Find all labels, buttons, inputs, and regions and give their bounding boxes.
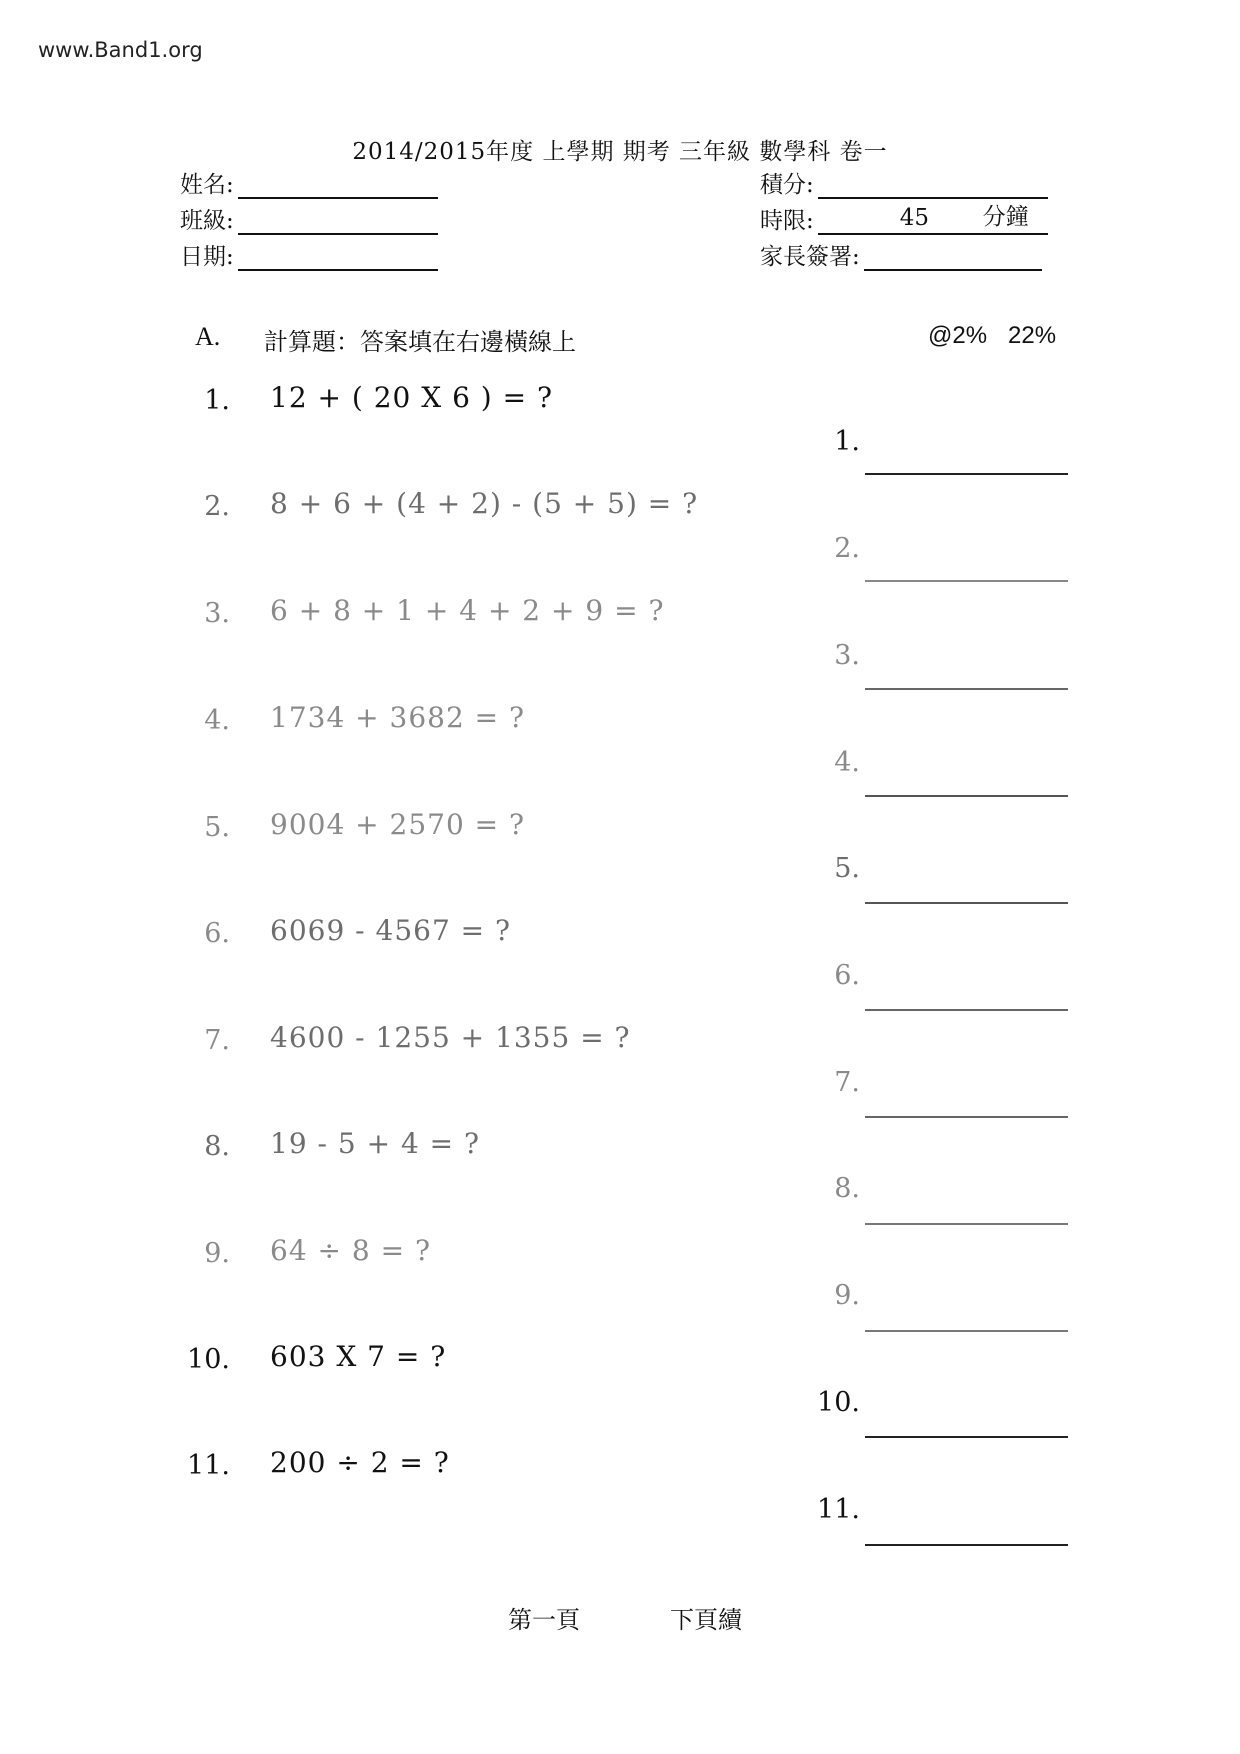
answer-line[interactable] — [865, 580, 1068, 582]
question-number: 4. — [204, 705, 230, 736]
answer-number: 7. — [834, 1067, 860, 1098]
question-number: 6. — [204, 918, 230, 949]
answer-line[interactable] — [865, 688, 1068, 690]
date-label: 日期: — [180, 244, 234, 270]
class-label: 班級: — [180, 208, 234, 234]
answer-line[interactable] — [865, 1330, 1068, 1332]
question-text: 6069 - 4567 = ? — [270, 914, 512, 947]
section-label: A. — [195, 322, 221, 351]
question-number: 2. — [204, 491, 230, 522]
answer-number: 11. — [817, 1494, 860, 1525]
question-number: 7. — [204, 1025, 230, 1056]
answer-number: 1. — [834, 426, 860, 457]
class-field[interactable] — [180, 202, 438, 235]
question-text: 19 - 5 + 4 = ? — [270, 1127, 481, 1160]
question-text: 603 X 7 = ? — [270, 1340, 447, 1373]
name-field[interactable] — [180, 166, 438, 199]
answer-line[interactable] — [865, 473, 1068, 475]
answer-number: 6. — [834, 960, 860, 991]
marks-total: 22% — [1008, 322, 1057, 349]
answer-number: 4. — [834, 747, 860, 778]
time-limit-label: 時限: — [760, 208, 814, 234]
answer-number: 5. — [834, 853, 860, 884]
question-text: 12 + ( 20 X 6 ) = ? — [270, 381, 553, 414]
section-title: 計算題：答案填在右邊橫線上 — [264, 328, 576, 356]
score-label: 積分: — [760, 172, 814, 198]
answer-number: 3. — [834, 640, 860, 671]
date-field[interactable] — [180, 238, 438, 271]
question-text: 8 + 6 + (4 + 2) - (5 + 5) = ? — [270, 487, 699, 520]
answer-number: 10. — [817, 1387, 860, 1418]
question-text: 64 ÷ 8 = ? — [270, 1234, 431, 1267]
question-text: 9004 + 2570 = ? — [270, 808, 526, 841]
time-limit-value: 45 — [899, 205, 930, 231]
parent-sign-field[interactable] — [760, 238, 1042, 271]
answer-line[interactable] — [865, 1009, 1068, 1011]
question-number: 5. — [204, 812, 230, 843]
question-text: 6 + 8 + 1 + 4 + 2 + 9 = ? — [270, 594, 665, 627]
answer-line[interactable] — [865, 1544, 1068, 1546]
answer-line[interactable] — [865, 1116, 1068, 1118]
time-limit-field — [760, 202, 1048, 235]
source-url: www.Band1.org — [38, 38, 203, 62]
answer-line[interactable] — [865, 902, 1068, 904]
continued-note: 下頁續 — [670, 1606, 742, 1634]
name-label: 姓名: — [180, 172, 234, 198]
answer-line[interactable] — [865, 1436, 1068, 1438]
question-number: 3. — [204, 598, 230, 629]
score-field[interactable] — [760, 166, 1048, 199]
question-number: 10. — [187, 1344, 230, 1375]
answer-number: 8. — [834, 1173, 860, 1204]
answer-line[interactable] — [865, 1223, 1068, 1225]
question-number: 1. — [204, 385, 230, 416]
answer-line[interactable] — [865, 795, 1068, 797]
question-number: 11. — [187, 1450, 230, 1481]
parent-sign-label: 家長簽署: — [760, 244, 860, 270]
exam-title: 2014/2015年度 上學期 期考 三年級 數學科 卷一 — [352, 139, 888, 165]
answer-number: 2. — [834, 533, 860, 564]
question-text: 1734 + 3682 = ? — [270, 701, 526, 734]
question-text: 200 ÷ 2 = ? — [270, 1446, 450, 1479]
question-number: 9. — [204, 1238, 230, 1269]
question-text: 4600 - 1255 + 1355 = ? — [270, 1021, 631, 1054]
answer-number: 9. — [834, 1280, 860, 1311]
time-limit-unit: 分鐘 — [982, 204, 1029, 230]
page-number: 第一頁 — [508, 1606, 580, 1634]
question-number: 8. — [204, 1131, 230, 1162]
marks-each: @2% — [928, 322, 988, 349]
